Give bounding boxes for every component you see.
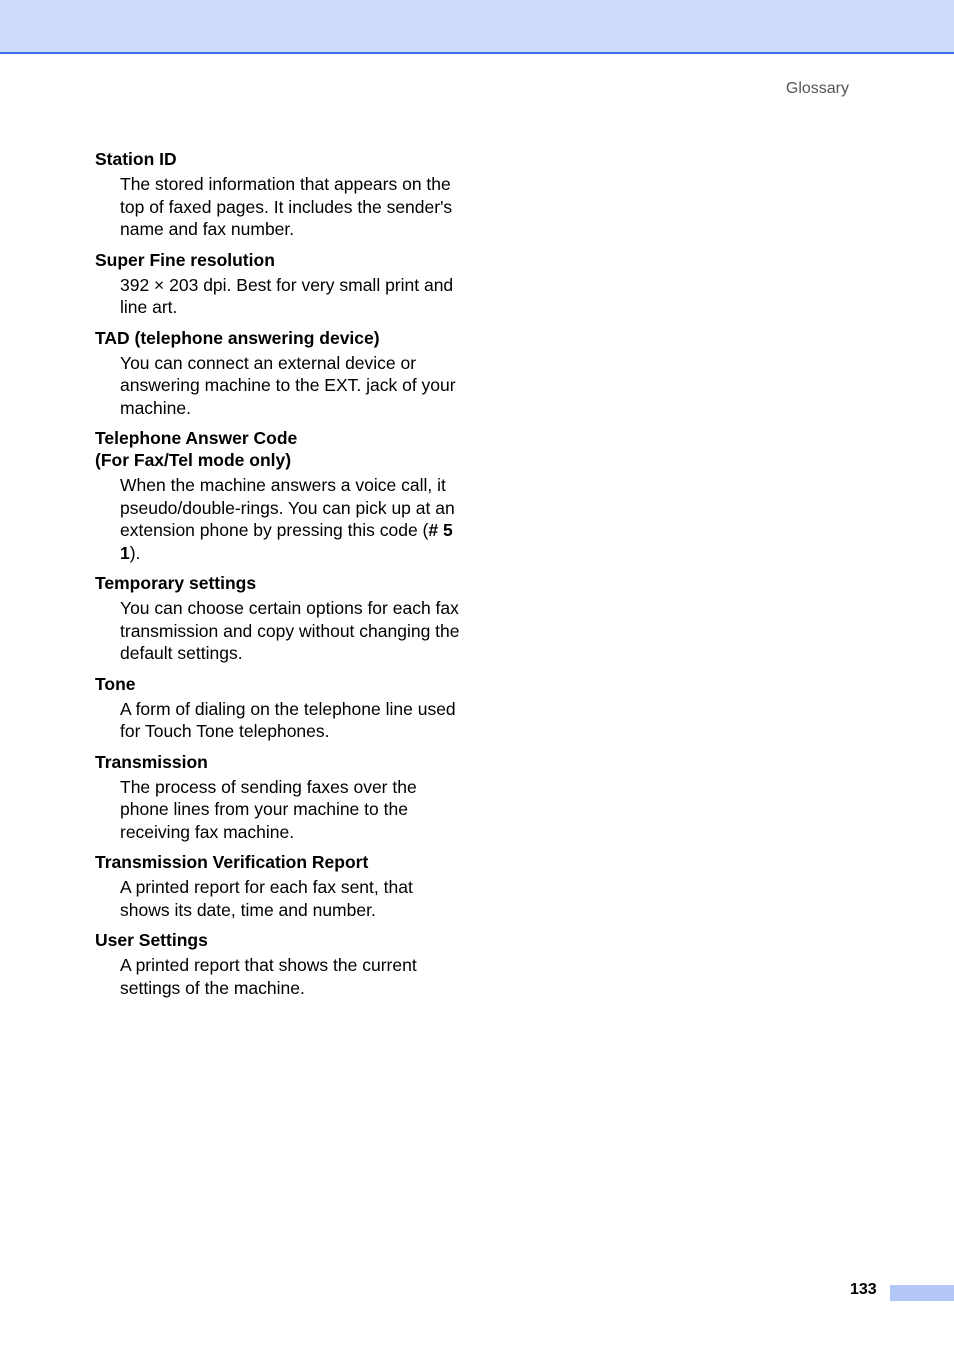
glossary-definition <box>120 173 465 241</box>
term-line: Temporary settings <box>95 573 257 593</box>
glossary-definition <box>120 876 465 921</box>
glossary-term <box>95 427 475 471</box>
definition-text: You can connect an external device or answering machine to the EXT. jack of your machine. <box>120 352 456 418</box>
definition-text: You can choose certain options for each fax transmission and copy without changing the default settings. <box>120 598 460 663</box>
term-line: (For Fax/Tel mode only) <box>95 450 292 470</box>
definition-text: ). <box>129 542 141 563</box>
term-line: Station ID <box>95 149 177 169</box>
section-title: Glossary <box>785 80 849 97</box>
term-line: Telephone Answer Code <box>95 428 298 448</box>
glossary-term <box>95 572 475 594</box>
glossary-entry <box>95 148 475 241</box>
term-line: User Settings <box>95 930 208 950</box>
header-band <box>0 0 954 54</box>
glossary-entry <box>95 327 475 420</box>
glossary-entry <box>95 249 475 319</box>
glossary-definition <box>120 954 465 999</box>
answer-code: # 5 1 <box>120 520 453 563</box>
glossary-term <box>95 751 475 773</box>
glossary-entry <box>95 929 475 999</box>
definition-text: The process of sending faxes over the phone lines from your machine to the receiving fax machine. <box>120 776 417 842</box>
term-line: TAD (telephone answering device) <box>95 327 380 348</box>
glossary-definition <box>120 352 465 420</box>
glossary-entry <box>95 851 475 921</box>
glossary-definition <box>120 597 465 665</box>
glossary-definition <box>120 776 465 844</box>
glossary-list <box>95 148 475 1007</box>
term-line: Tone <box>95 673 136 694</box>
glossary-term <box>95 249 475 271</box>
glossary-term <box>95 327 475 349</box>
glossary-entry <box>95 673 475 743</box>
glossary-definition <box>120 698 465 743</box>
term-line: Transmission Verification Report <box>95 852 369 872</box>
term-line: Transmission <box>95 751 208 772</box>
glossary-entry <box>95 751 475 844</box>
page-number: 133 <box>850 1281 877 1298</box>
definition-text: When the machine answers a voice call, it pseudo/double-rings. You can pick up at an extension phone by pressing this code ( <box>120 475 455 540</box>
glossary-definition <box>120 474 465 564</box>
definition-text: The stored information that appears on the top of faxed pages. It includes the sender's name and fax number. <box>120 174 453 239</box>
definition-text: A printed report for each fax sent, that shows its date, time and number. <box>120 877 413 920</box>
term-line: Super Fine resolution <box>95 249 275 270</box>
glossary-term <box>95 673 475 695</box>
definition-text: A form of dialing on the telephone line used for Touch Tone telephones. <box>120 698 456 741</box>
glossary-term <box>95 851 475 873</box>
definition-text: 392 × 203 dpi. Best for very small print and line art. <box>120 274 454 317</box>
glossary-term <box>95 929 475 951</box>
glossary-term <box>95 148 475 170</box>
definition-text: A printed report that shows the current settings of the machine. <box>120 955 417 998</box>
glossary-entry <box>95 572 475 665</box>
glossary-definition <box>120 274 465 319</box>
glossary-entry <box>95 427 475 564</box>
page-tab-marker <box>890 1285 954 1301</box>
